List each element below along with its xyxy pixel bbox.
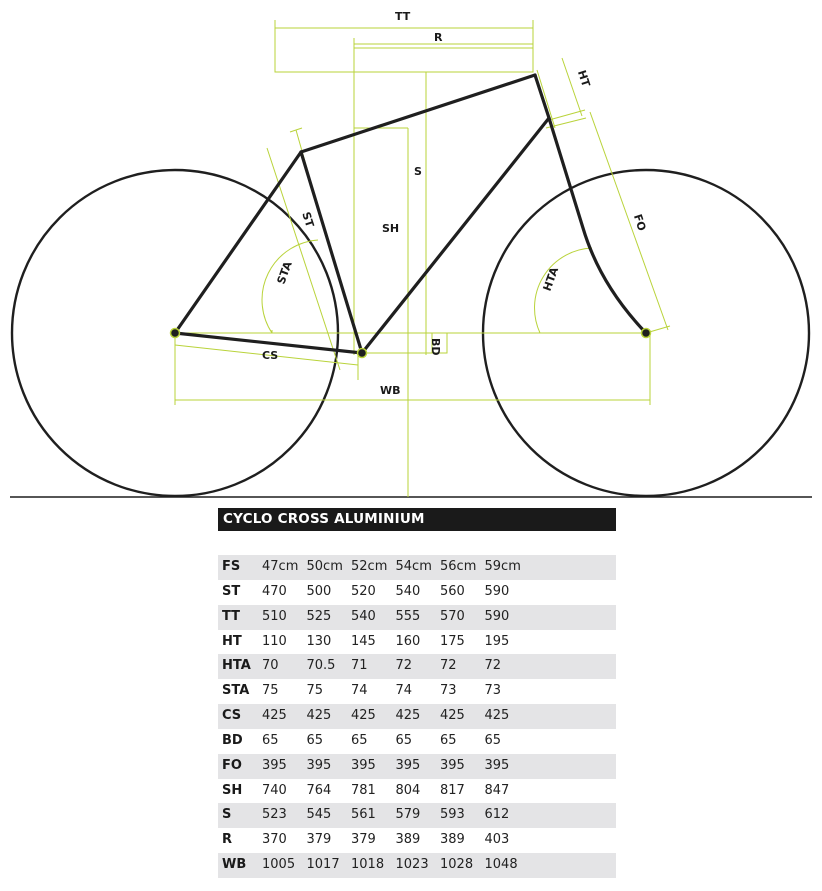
table-cell: 65: [440, 732, 457, 748]
front-axle: [642, 329, 651, 338]
table-row: [218, 754, 616, 779]
row-filler: [529, 555, 616, 580]
row-filler: [529, 754, 616, 779]
table-row: [218, 803, 616, 828]
rear-axle: [171, 329, 180, 338]
row-label: ST: [222, 583, 241, 599]
table-cell: 470: [262, 583, 287, 599]
row-label: STA: [222, 683, 250, 699]
table-cell: 425: [262, 708, 287, 724]
table-cell: 804: [395, 782, 421, 798]
table-cell: 425: [395, 708, 421, 724]
table-cell: 403: [484, 832, 510, 848]
row-filler: [529, 605, 616, 630]
table-cell: 1048: [484, 857, 518, 873]
table-cell: 1005: [262, 857, 296, 873]
row-label: FS: [222, 559, 241, 574]
table-cell: 523: [262, 807, 287, 823]
table-cell: 389: [440, 832, 465, 848]
row-filler: [529, 853, 616, 878]
table-cell: 593: [440, 807, 465, 823]
table-title: CYCLO CROSS ALUMINIUM: [218, 508, 616, 531]
table-cell: 561: [351, 807, 376, 823]
table-cell: 59cm: [484, 559, 521, 574]
table-cell: 395: [262, 757, 287, 773]
table-cell: 195: [484, 633, 510, 649]
table-cell: 425: [484, 708, 510, 724]
table-cell: 395: [306, 757, 332, 773]
table-cell: 370: [262, 832, 287, 848]
row-filler: [529, 828, 616, 853]
table-cell: 65: [484, 732, 502, 748]
table-cell: 160: [395, 633, 421, 649]
label-fo: FO: [630, 212, 649, 233]
table-cell: 74: [395, 683, 413, 699]
row-filler: [529, 679, 616, 704]
table-cell: 570: [440, 608, 465, 624]
table-cell: 1017: [306, 857, 340, 873]
table-cell: 70: [262, 658, 279, 674]
table-cell: 52cm: [351, 559, 388, 574]
row-filler: [529, 704, 616, 729]
row-filler: [529, 580, 616, 605]
table-cell: 70.5: [306, 658, 336, 674]
table-cell: 175: [440, 633, 465, 649]
bottom-bracket: [358, 349, 367, 358]
row-label: CS: [222, 708, 242, 724]
table-cell: 65: [395, 732, 413, 748]
table-cell: 764: [306, 782, 332, 798]
table-cell: 1028: [440, 857, 474, 873]
table-row: [218, 654, 616, 679]
label-st: ST: [299, 210, 317, 229]
table-cell: 395: [440, 757, 465, 773]
label-sh: SH: [382, 222, 400, 235]
table-row: [218, 729, 616, 754]
table-cell: 425: [440, 708, 465, 724]
table-row: [218, 580, 616, 605]
table-cell: 56cm: [440, 559, 477, 574]
table-cell: 425: [306, 708, 332, 724]
bike-frame: [175, 75, 646, 353]
table-row: [218, 704, 616, 729]
table-cell: 72: [484, 658, 502, 674]
table-cell: 781: [351, 782, 376, 798]
label-sta: STA: [274, 259, 295, 286]
label-s: S: [414, 165, 422, 178]
table-cell: 47cm: [262, 559, 299, 574]
geometry-table: [218, 555, 616, 878]
row-label: HT: [222, 633, 242, 649]
row-label: TT: [222, 608, 241, 624]
table-cell: 817: [440, 782, 465, 798]
table-cell: 1018: [351, 857, 385, 873]
table-row: [218, 679, 616, 704]
table-cell: 590: [484, 583, 510, 599]
table-cell: 555: [395, 608, 421, 624]
table-cell: 540: [395, 583, 421, 599]
row-filler: [529, 654, 616, 679]
table-cell: 510: [262, 608, 287, 624]
table-cell: 54cm: [395, 559, 432, 574]
table-cell: 540: [351, 608, 376, 624]
table-row: [218, 555, 616, 580]
table-cell: 379: [306, 832, 332, 848]
table-cell: 75: [306, 683, 324, 699]
table-cell: 65: [262, 732, 279, 748]
row-filler: [529, 729, 616, 754]
table-cell: 379: [351, 832, 376, 848]
table-cell: 740: [262, 782, 287, 798]
table-cell: 545: [306, 807, 332, 823]
table-cell: 130: [306, 633, 332, 649]
table-row: [218, 828, 616, 853]
table-cell: 389: [395, 832, 421, 848]
table-cell: 145: [351, 633, 376, 649]
table-cell: 560: [440, 583, 465, 599]
label-cs: CS: [262, 349, 279, 362]
table-cell: 110: [262, 633, 287, 649]
table-cell: 847: [484, 782, 510, 798]
table-row: [218, 605, 616, 630]
label-ht: HT: [574, 68, 593, 89]
table-cell: 525: [306, 608, 332, 624]
row-filler: [529, 779, 616, 804]
table-cell: 65: [306, 732, 324, 748]
table-cell: 500: [306, 583, 332, 599]
label-r: R: [434, 31, 443, 44]
table-cell: 579: [395, 807, 421, 823]
table-row: [218, 630, 616, 655]
table-cell: 425: [351, 708, 376, 724]
table-cell: 395: [351, 757, 376, 773]
table-cell: 74: [351, 683, 368, 699]
row-label: R: [222, 832, 233, 848]
row-filler: [529, 630, 616, 655]
table-row: [218, 853, 616, 878]
row-label: FO: [222, 757, 242, 773]
table-cell: 75: [262, 683, 279, 699]
label-tt: TT: [395, 10, 411, 23]
table-cell: 65: [351, 732, 368, 748]
table-cell: 71: [351, 658, 368, 674]
row-label: WB: [222, 857, 247, 873]
row-label: SH: [222, 782, 243, 798]
row-filler: [529, 803, 616, 828]
table-cell: 520: [351, 583, 376, 599]
label-wb: WB: [380, 384, 401, 397]
table-cell: 590: [484, 608, 510, 624]
row-label: BD: [222, 732, 243, 748]
table-cell: 72: [440, 658, 457, 674]
table-cell: 73: [440, 683, 457, 699]
table-cell: 395: [484, 757, 510, 773]
label-bd: BD: [429, 338, 442, 356]
label-hta: HTA: [540, 265, 562, 293]
table-cell: 612: [484, 807, 510, 823]
row-label: HTA: [222, 658, 251, 674]
table-row: [218, 779, 616, 804]
table-cell: 395: [395, 757, 421, 773]
table-cell: 72: [395, 658, 413, 674]
row-label: S: [222, 807, 232, 823]
table-cell: 73: [484, 683, 502, 699]
table-cell: 50cm: [306, 559, 343, 574]
table-cell: 1023: [395, 857, 429, 873]
